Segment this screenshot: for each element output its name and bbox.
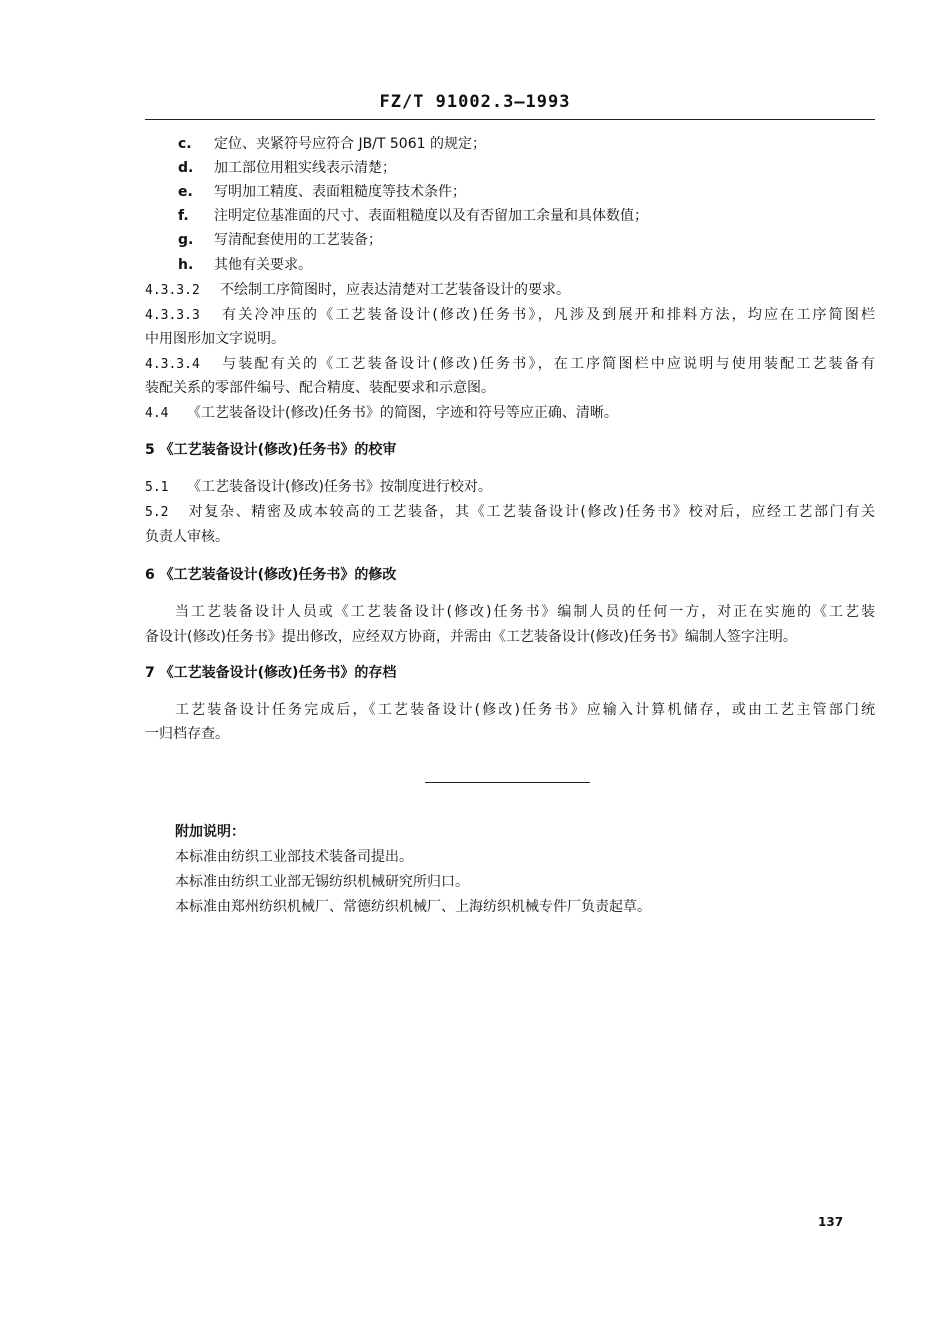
- additional-note-item: 本标准由郑州纺织机械厂、常德纺织机械厂、上海纺织机械专件厂负责起草。: [175, 899, 651, 915]
- list-item-f: [178, 207, 648, 225]
- clause-5-1: [145, 478, 492, 497]
- list-item-text: 其他有关要求。: [214, 257, 312, 273]
- clause-4-4: [145, 404, 618, 423]
- section-6-heading: 6 《工艺装备设计(修改)任务书》的修改: [145, 567, 397, 583]
- clause-4-3-3-4-line1: [145, 355, 875, 374]
- additional-notes-title: 附加说明：: [175, 824, 245, 840]
- section-7-paragraph-line2: 一归档存查。: [145, 726, 229, 742]
- section-6-paragraph-line2: 备设计(修改)任务书》提出修改，应经双方协商，并需由《工艺装备设计(修改)任务书》编制人签字注明。: [145, 629, 797, 645]
- section-5-heading: 5 《工艺装备设计(修改)任务书》的校审: [145, 442, 397, 458]
- section-divider: [425, 782, 590, 783]
- clause-text: 与装配有关的《工艺装备设计(修改)任务书》，在工序简图栏中应说明与使用装配工艺装备有: [220, 356, 875, 372]
- additional-note-item: 本标准由纺织工业部无锡纺织机械研究所归口。: [175, 874, 469, 890]
- page-number: 137: [818, 1215, 844, 1229]
- clause-number: 5.2: [145, 505, 169, 520]
- list-item-g: [178, 231, 382, 249]
- clause-text: 有关冷冲压的《工艺装备设计(修改)任务书》，凡涉及到展开和排料方法，均应在工序简图栏: [220, 307, 875, 323]
- clause-text: 《工艺装备设计(修改)任务书》的简图，字迹和符号等应正确、清晰。: [187, 405, 618, 421]
- clause-text: 《工艺装备设计(修改)任务书》按制度进行校对。: [187, 479, 492, 495]
- list-item-text: 写明加工精度、表面粗糙度等技术条件；: [214, 184, 466, 200]
- list-item-h: [178, 256, 312, 274]
- clause-4-3-3-3-line1: [145, 306, 875, 325]
- clause-number: 5.1: [145, 480, 169, 495]
- clause-4-3-3-2: [145, 281, 570, 300]
- clause-number: 4.3.3.4: [145, 357, 200, 372]
- clause-4-3-3-4-line2: 装配关系的零部件编号、配合精度、装配要求和示意图。: [145, 380, 495, 396]
- list-item-d: [178, 159, 396, 177]
- standard-code-header: FZ/T 91002.3—1993: [379, 92, 571, 112]
- list-item-label: g.: [178, 232, 194, 248]
- clause-5-2-line2: 负责人审核。: [145, 529, 229, 545]
- clause-number: 4.4: [145, 406, 169, 421]
- list-item-label: f.: [178, 208, 189, 224]
- clause-4-3-3-3-line2: 中用图形加文字说明。: [145, 331, 285, 347]
- list-item-label: h.: [178, 257, 194, 273]
- clause-5-2-line1: [145, 503, 875, 522]
- clause-number: 4.3.3.3: [145, 308, 200, 323]
- list-item-c: [178, 135, 486, 153]
- list-item-label: c.: [178, 136, 192, 152]
- clause-text: 对复杂、精密及成本较高的工艺装备，其《工艺装备设计(修改)任务书》校对后，应经工艺部门有关: [187, 504, 875, 520]
- section-7-heading: 7 《工艺装备设计(修改)任务书》的存档: [145, 665, 397, 681]
- list-item-label: d.: [178, 160, 194, 176]
- additional-note-item: 本标准由纺织工业部技术装备司提出。: [175, 849, 413, 865]
- list-item-text: 写清配套使用的工艺装备；: [214, 232, 382, 248]
- section-6-paragraph-line1: 当工艺装备设计人员或《工艺装备设计(修改)任务书》编制人员的任何一方，对正在实施的《工艺装: [175, 604, 875, 620]
- list-item-e: [178, 183, 466, 201]
- list-item-text: 加工部位用粗实线表示清楚；: [214, 160, 396, 176]
- section-7-paragraph-line1: 工艺装备设计任务完成后，《工艺装备设计(修改)任务书》应输入计算机储存，或由工艺主管部门统: [175, 702, 875, 718]
- clause-text: 不绘制工序简图时，应表达清楚对工艺装备设计的要求。: [220, 282, 570, 298]
- list-item-label: e.: [178, 184, 193, 200]
- header-rule: [145, 119, 875, 120]
- list-item-text: 定位、夹紧符号应符合 JB/T 5061 的规定；: [214, 136, 486, 152]
- clause-number: 4.3.3.2: [145, 283, 200, 298]
- list-item-text: 注明定位基准面的尺寸、表面粗糙度以及有否留加工余量和具体数值；: [214, 208, 648, 224]
